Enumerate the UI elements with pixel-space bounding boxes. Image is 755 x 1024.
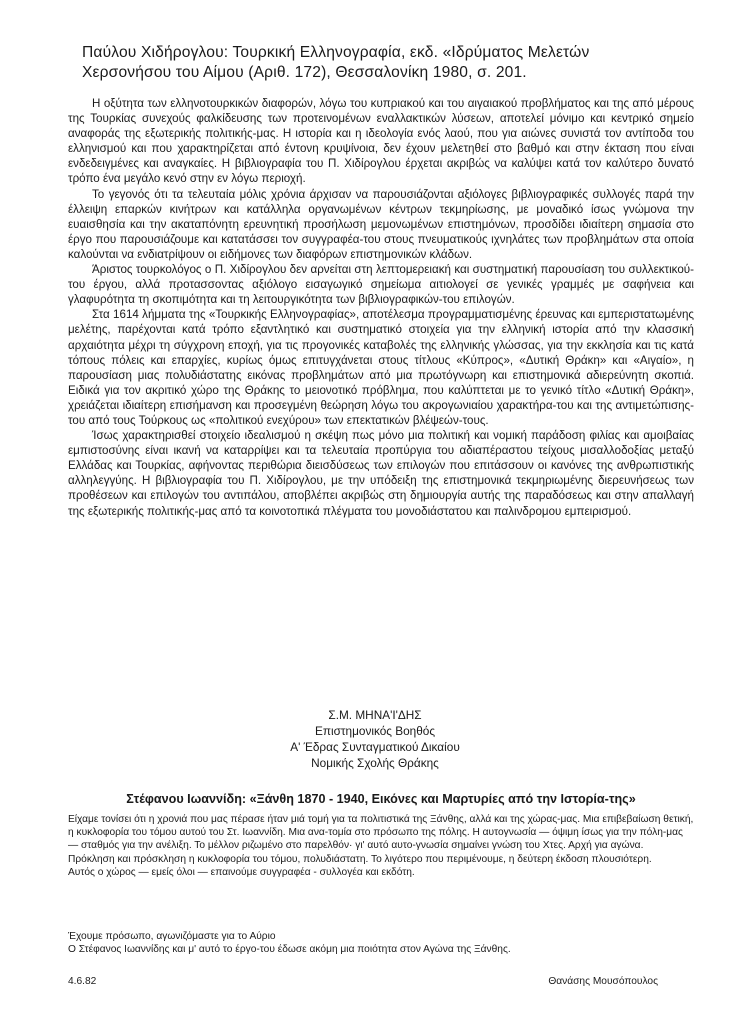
date-label: 4.6.82 <box>68 976 97 987</box>
review-paragraph: Το γεγονός ότι τα τελευταία μόλις χρόνια άρχισαν να παρουσιάζονται αξιόλογες βιβλιογραφικές συλλογές παρά την έλλειψη επαρκών κινήτρων και κατάλληλα οργανωμένων κέντρων τεκμηρίωσης, με μοναδικό ίσως γνώμονα την ευαισθησία και την ακαταπόνητη ερευνητική προσήλωση μεμονωμένων επιστημόνων, προσδίδει ιδιαίτερη σημασία στο έργο που παρουσιάζουμε και κατατάσσει τον συγγραφέα-του στους πνευματικούς ιχνηλάτες των προβλημάτων στα οποία καλούνται να ενδιατρίψουν οι ειδήμονες των διαφόρων επιστημονικών κλάδων. <box>68 187 694 261</box>
second-review-title: Στέφανου Ιωαννίδη: «Ξάνθη 1870 - 1940, Εικόνες και Μαρτυρίες από την Ιστορία-της» <box>126 792 636 806</box>
second-review-body <box>68 813 694 879</box>
author-label: Θανάσης Μουσόπουλος <box>548 976 658 987</box>
review-paragraph: Άριστος τουρκολόγος ο Π. Χιδίρογλου δεν αρνείται στη λεπτομερειακή και συστηματική παρουσίαση του συλλεκτικού-του έργου, αλλά προτασσοντας αξιόλογο εισαγωγικό σημείωμα αιτιολογεί σε γενικές γραμμές με σαφήνεια και γλαφυρότητα τη σκοπιμότητα και τη λειτουργικότητα των βιβλιογραφικών-του επιλογών. <box>68 263 694 307</box>
second-review-paragraph: Είχαμε τονίσει ότι η χρονιά που μας πέρασε ήταν μιά τομή για τα πολιτιστικά της Ξάνθης, αλλά και της χώρας-μας. Μια επιβεβαίωση θετική, η κυκλοφορία του τόμου αυτού του Στ. Ιωαννίδη. Μια ανα-τομία στο πρόσωπο της πόλης. Η αυτογνωσία — όψιμη ίσως για την πόλη-μας — σταθμός για την ανέλιξη. Το μέλλον ριζωμένο στο παρελθόν· γι' αυτό αυτο-γνωσία σημαίνει γνώση του Χτες. Αρχή για αγώνα. <box>68 814 694 852</box>
review-signature <box>150 707 600 771</box>
date-author-line <box>68 976 658 987</box>
signature-department: Α' Έδρας Συνταγματικού Δικαίου <box>290 740 460 754</box>
footnote-line: Ο Στέφανος Ιωαννίδης και μ' αυτό το έργο-του έδωσε ακόμη μια ποιότητα στον Αγώνα της Ξάνθης. <box>68 944 511 955</box>
review-paragraph: Στα 1614 λήμματα της «Τουρκικής Ελληνογραφίας», αποτέλεσμα προγραμματισμένης έρευνας και εμπεριστατωμένης μελέτης, παρέχονται κατά τρόπο εξαντλητικό και συστηματικό στοιχεία για την ελληνική ιστορία από την κλασσική αρχαιότητα μέχρι τη σύγχρονη εποχή, για τις προγονικές καταβολές της ελληνικής γλώσσας, για την εκκλησία και τις κατά τόπους πόλεις και επαρχίες, κυρίως όμως επιτυγχάνεται στους τίτλους «Κύπρος», «Δυτική Θράκη» και «Αιγαίο», η παρουσίαση μιας πολυδιάστατης εικόνας προβλημάτων από μια πρωτόγνωρη και επιστημονικά αδιερεύνητη σκοπιά. Ειδικά για τον ακριτικό χώρο της Θράκης το μειονοτικό πρόβλημα, που καλύπτεται με το γενικό τίτλο «Δυτική Θράκη», χρειάζεται ιδιαίτερη επισήμανση και προσεγμένη θεώρηση λόγω του ακρογωνιαίου χαρακτήρα-του και της αντιμετώπισης-του από τους Τούρκους ως «πολιτικού ενεχύρου» των επεκτατικών βλέψεών-τους. <box>68 308 694 427</box>
review-paragraph: Ίσως χαρακτηρισθεί στοιχείο ιδεαλισμού η σκέψη πως μόνο μια πολιτική και νομική παράδοση φιλίας και αμοιβαίας εμπιστοσύνης είναι ικανή να καταρρίψει και τα τελευταία προπύργια του αδιαπέραστου τείχους μισαλλοδοξίας μεταξύ Ελλάδας και Τουρκίας, αφήνοντας περιθώρια διεισδύσεως των επιλογών που επιτάσσουν οι κανόνες της ανθρωπιστικής αλληλεγγύης. Η βιβλιογραφία του Π. Χιδίρογλου, με την υπόδειξη της επιστημονικά τεκμηριωμένης διερευνήσεως των προθέσεων και επιλογών του αντιπάλου, αποβλέπει ακριβώς στη δημιουργία αυτής της παραδόσεως και στην απαλλαγή της εξωτερικής πολιτικής-μας από τα κοινοτοπικά πλέγματα του μονοδιάστατου και παλινδρομου εμπειρισμού. <box>68 429 694 518</box>
signature-name: Σ.Μ. ΜΗΝΑ'Ι'ΔΗΣ <box>328 708 422 722</box>
second-review-footnote <box>68 930 694 956</box>
review-body <box>68 96 694 519</box>
second-review-paragraph: Πρόκληση και πρόσκληση η κυκλοφορία του τόμου, πολυδιάστατη. Το λιγότερο που περιμένουμε, η δεύτερη έκδοση πλουσιότερη. <box>68 853 652 865</box>
heading-line-1: Παύλου Χιδήρογλου: Τουρκική Ελληνογραφία, εκδ. «Ιδρύματος Μελετών <box>82 44 590 61</box>
signature-role: Επιστημονικός Βοηθός <box>314 724 436 738</box>
book-citation-heading <box>82 43 702 83</box>
signature-school: Νομικής Σχολής Θράκης <box>311 756 439 770</box>
heading-line-2: Χερσονήσου του Αίμου (Αριθ. 172), Θεσσαλονίκη 1980, σ. 201. <box>82 64 527 81</box>
second-review-paragraph: Αυτός ο χώρος — εμείς όλοι — επαινούμε συγγραφέα - συλλογέα και εκδότη. <box>68 866 415 878</box>
review-paragraph: Η οξύτητα των ελληνοτουρκικών διαφορών, λόγω του κυπριακού και του αιγαιακού προβλήματος και της από μέρους της Τουρκίας συνεχούς φαλκίδευσης των προτεινομένων εναλλακτικών λύσεων, αποτελεί μόνιμο και κεντρικό σημείο αναφοράς της εξωτερικής πολιτικής-μας. Η ιστορία και η ιδεολογία ενός λαού, που για αιώνες συνιστά τον αντίποδα του ελληνισμού και που χαρακτηρίζεται από έντονη κρυψίνοια, δεν έχουν μελετηθεί στο βαθμό και στην έκταση που είναι ενδεδειγμένες και αναγκαίες. Η βιβλιογραφία του Π. Χιδίρογλου έρχεται ακριβώς να καλύψει κατά τον καλύτερο δυνατό τρόπο ένα μεγάλο κενό στην εν λόγω περιοχή. <box>68 97 694 186</box>
footnote-line: Έχουμε πρόσωπο, αγωνιζόμαστε για το Αύριο <box>68 931 276 942</box>
